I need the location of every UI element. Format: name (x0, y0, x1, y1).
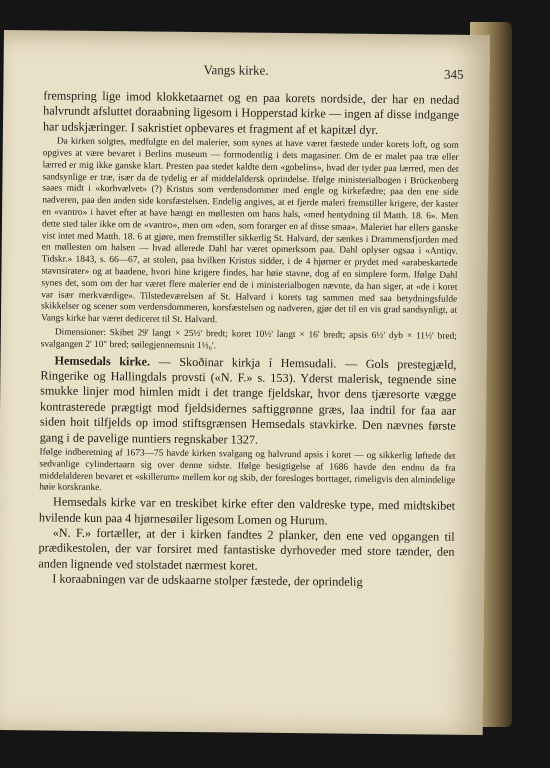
book-page (0, 30, 490, 735)
running-head: Vangs kirke. (203, 62, 269, 78)
paragraph-hemsedal (40, 353, 457, 450)
section-title: Hemsedals kirke. (54, 353, 151, 369)
paragraph-hemsedal-text: — Skoðinar kirkja í Hemsudali. — Gols prestegjæld, Ringerike og Hallingdals provsti («N. F.» s. 153). Yderst malerisk, tegnende sine smukke linjer mod himlen midt i det trange fjeldskar, hvor dens tjæresorte vægge kontrasterede prægtigt mod fjeldsidernes saftiggrønne græs, laa indtil for faa aar siden hoit tilfjelds op imod stiftsgrænsen Hemsedals stavkirke. Den nævnes første gang i de pavelige nuntiers regnskaber 1327. (39, 354, 457, 447)
paragraph-paintings: Da kirken solgtes, medfulgte en del malerier, som synes at have været fæstede under korets loft, og som opgives at være bevaret i Berlins museum — formodentlig i dets magasiner. Om de er malet paa træ eller lærred er mig ikke ganske klart. Presten paa stedet kaldte dem «gobelins», hvad der tyder paa lærred, men det sandsynlige er træ, især da de tydelig er af middelaldersk oprindelse. Ifølge ministerialbogen i Brückenberg saaes midt i «korhvælvet» (?) Kristus som verdensdommer med engle og kirkefædre; paa den ene side nadveren, paa den anden side korsfæstelsen. Endelig angives, at et fjerde maleri fremstiller krigere, der kaster en «vantro» i havet efter at have hængt en møllesten om hans hals, «med hentydning til Matth. 18. 6». Men dette sted taler ikke om de «vantro», men om «den, som forarger en af disse smaa». Maleriet har ellers ganske vist intet med Matth. 18. 6 at gjøre, men fremstiller sikkerlig St. Halvard, der sænkes i Drammensfjorden med en møllesten om halsen — hvad allerede Dahl har været opmerksom paa. Dahl oplyser ogsaa i «Antiqv. Tidskr.» 1843, s. 66—67, at stolen, paa hvilken Kristus sidder, i de 4 hjørner er prydet med «arabeskartede stavnsirater» og at baadene, hvori hine krigere findes, har høie stavne, dog af en simplere form. Ifølge Dahl synes det, som om der har været flere malerier end de i ministerialbogen nævnte, da han siger, at «de i koret var især merkværdige». Tilstedeværelsen af St. Halvard i korets tag sammen med saa betydningsfulde skikkelser og scener som verdensdommeren, korsfæstelsen og nadveren, gjør det til en vis grad sandsynligt, at Vangs kirke har været dediceret til St. Halvard. (40, 136, 459, 326)
page-body (38, 88, 459, 591)
paragraph-planker: «N. F.» fortæller, at der i kirken fandtes 2 planker, den ene ved opgangen til prædikestolen, der var forsiret med fantastiske dyrhoveder med store tænder, den anden lignende ved stolstadet nærmest koret. (38, 525, 455, 573)
paragraph-koraabning: I koraabningen var de udskaarne stolper fæstede, der oprindelig (52, 571, 363, 590)
page-header (43, 60, 463, 84)
paragraph-indberetning: Ifølge indberetning af 1673—75 havde kirken svalgang og halvrund apsis i koret — og sikkerlig løftede det sedvanlige cylindertaarn sig over denne sidste. Ifølge besigtigelse af 1686 havde den endnu da fra middelalderen bevaret et «skillerum» mellem kor og skib, der foresloges borttaget, rimeligvis den almindelige høie korskranke. (39, 447, 456, 494)
paragraph-dimensions: Dimensioner: Skibet 29' langt × 25½' bredt; koret 10½' langt × 16' bredt; apsis 6½' dyb × 11½' bred; svalgangen 2' 10" bred; søilegjennemsnit 1⅓₀'. (40, 327, 457, 352)
paragraph-type: Hemsedals kirke var en treskibet kirke efter den valdreske type, med midtskibet hvilende kun paa 4 hjørnesøiler ligesom Lomen og Hurum. (38, 494, 456, 528)
paragraph-intro: fremspring lige imod klokketaarnet og en paa korets nordside, der har en nedad halvrundt afsluttet doraabning ligesom i Hopperstad kirke — ingen af disse indgange har udskjæringer. I sakristiet opbevares et fragment af et kapitæl dyr. (42, 88, 460, 137)
page-number: 345 (443, 66, 464, 82)
